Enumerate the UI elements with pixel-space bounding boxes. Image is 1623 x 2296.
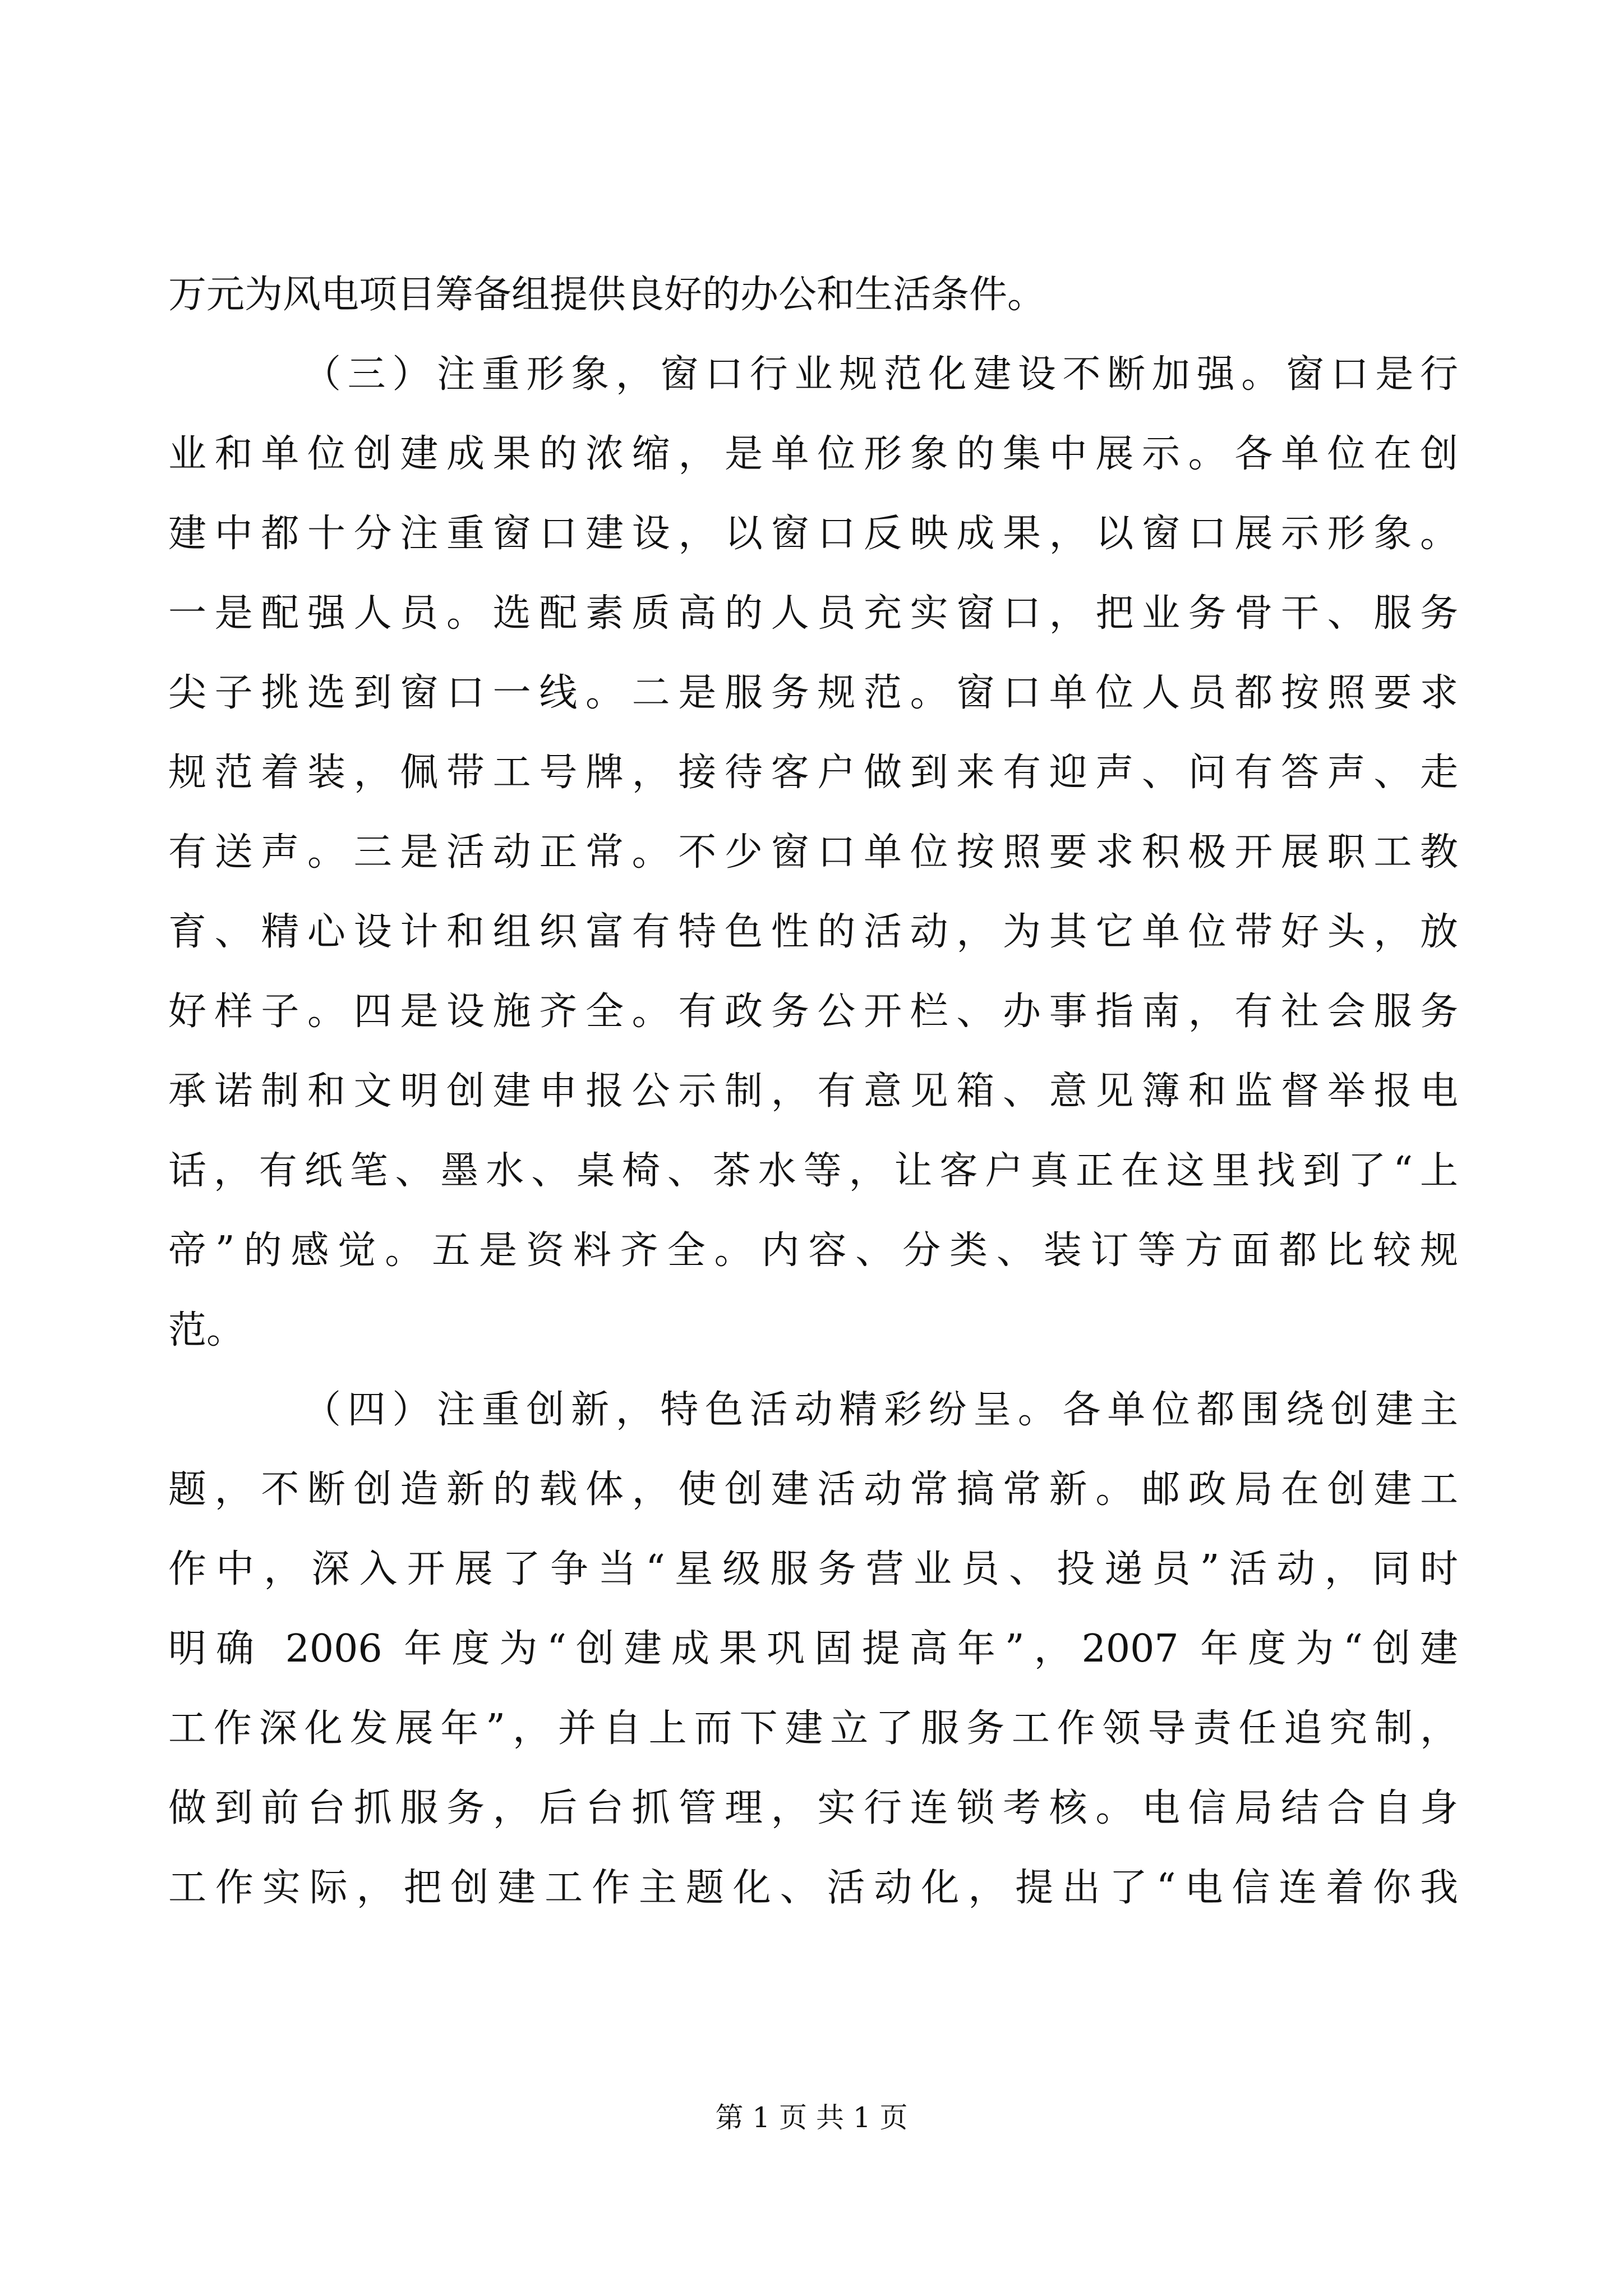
text-line: 育、精心设计和组织富有特色性的活动，为其它单位带好头，放 bbox=[168, 910, 1458, 954]
text-line: 一是配强人员。选配素质高的人员充实窗口，把业务骨干、服务 bbox=[168, 591, 1458, 636]
text-line: 工作深化发展年”，并自上而下建立了服务工作领导责任追究制， bbox=[168, 1706, 1458, 1751]
paragraph-heading-4: （四）注重创新，特色活动精彩纷呈。各单位都围绕创建主 bbox=[303, 1388, 1458, 1432]
text-line: 题，不断创造新的载体，使创建活动常搞常新。邮政局在创建工 bbox=[168, 1467, 1458, 1512]
text-line: 尖子挑选到窗口一线。二是服务规范。窗口单位人员都按照要求 bbox=[168, 671, 1458, 715]
text-line: 明确 2006 年度为“创建成果巩固提高年”，2007 年度为“创建 bbox=[168, 1627, 1458, 1671]
text-line: 工作实际，把创建工作主题化、活动化，提出了“电信连着你我 bbox=[168, 1866, 1458, 1910]
paragraph-heading-3: （三）注重形象，窗口行业规范化建设不断加强。窗口是行 bbox=[303, 352, 1458, 397]
text-line: 有送声。三是活动正常。不少窗口单位按照要求积极开展职工教 bbox=[168, 830, 1458, 875]
text-line: 好样子。四是设施齐全。有政务公开栏、办事指南，有社会服务 bbox=[168, 990, 1458, 1034]
text-line: 作中，深入开展了争当“星级服务营业员、投递员”活动，同时 bbox=[168, 1547, 1458, 1591]
text-line: 万元为风电项目筹备组提供良好的办公和生活条件。 bbox=[168, 273, 1046, 317]
page-footer bbox=[0, 2101, 1623, 2134]
text-line: 建中都十分注重窗口建设，以窗口反映成果，以窗口展示形象。 bbox=[168, 512, 1458, 556]
document-body bbox=[168, 255, 1458, 1928]
text-line: 帝”的感觉。五是资料齐全。内容、分类、装订等方面都比较规 bbox=[168, 1228, 1458, 1273]
text-line: 规范着装，佩带工号牌，接待客户做到来有迎声、问有答声、走 bbox=[168, 751, 1458, 795]
text-line: 承诺制和文明创建申报公示制，有意见箱、意见簿和监督举报电 bbox=[168, 1069, 1458, 1114]
text-line: 做到前台抓服务，后台抓管理，实行连锁考核。电信局结合自身 bbox=[168, 1786, 1458, 1830]
text-line: 业和单位创建成果的浓缩，是单位形象的集中展示。各单位在创 bbox=[168, 432, 1458, 476]
text-line: 范。 bbox=[168, 1308, 245, 1352]
text-line: 话，有纸笔、墨水、桌椅、茶水等，让客户真正在这里找到了“上 bbox=[168, 1149, 1458, 1193]
page-number: 第 1 页 共 1 页 bbox=[715, 2101, 908, 2134]
